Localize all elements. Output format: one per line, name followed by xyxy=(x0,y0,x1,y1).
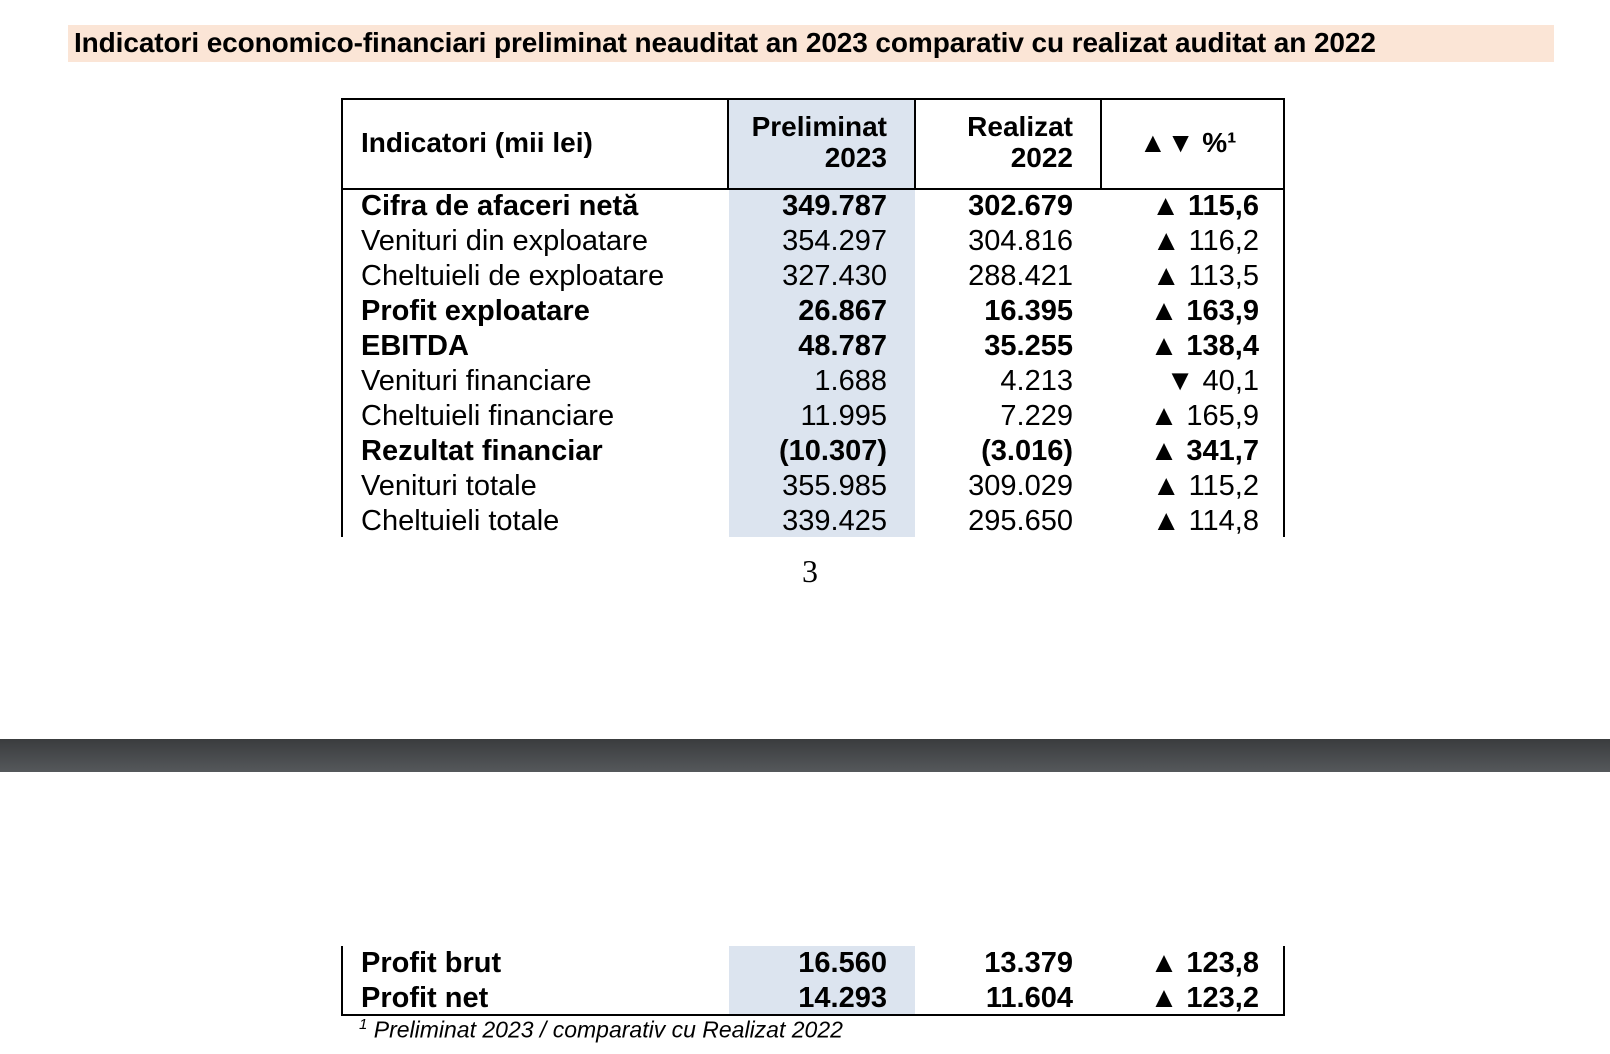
row-preliminat-2023: 26.867 xyxy=(798,295,887,327)
row-percent: ▲ 116,2 xyxy=(1151,225,1259,257)
row-percent: ▲ 165,9 xyxy=(1149,400,1259,432)
row-preliminat-2023: 349.787 xyxy=(782,190,887,222)
row-percent: ▼ 40,1 xyxy=(1165,365,1259,397)
table-row xyxy=(343,399,1283,434)
row-realizat-2022: 13.379 xyxy=(984,947,1073,979)
row-label: Venituri din exploatare xyxy=(361,225,648,257)
header-percent: ▲▼ %¹ xyxy=(1139,127,1237,158)
row-label: Cheltuieli de exploatare xyxy=(361,260,665,292)
row-label: Profit net xyxy=(361,982,489,1014)
row-realizat-2022: 295.650 xyxy=(968,505,1073,537)
row-preliminat-2023: 16.560 xyxy=(798,947,887,979)
table-row xyxy=(343,469,1283,504)
row-percent: ▲ 138,4 xyxy=(1149,330,1259,362)
row-label: EBITDA xyxy=(361,330,469,362)
header-realizat xyxy=(967,111,1073,173)
table-row xyxy=(343,189,1283,224)
row-preliminat-2023: 355.985 xyxy=(782,470,887,502)
page-number: 3 xyxy=(802,553,818,589)
row-realizat-2022: 302.679 xyxy=(968,190,1073,222)
row-preliminat-2023: 327.430 xyxy=(782,260,887,292)
row-preliminat-2023: 14.293 xyxy=(798,982,887,1014)
row-label: Profit exploatare xyxy=(361,295,590,327)
row-preliminat-2023: 354.297 xyxy=(782,225,887,257)
row-percent: ▲ 115,2 xyxy=(1151,470,1259,502)
indicators-table xyxy=(341,98,1285,537)
row-label: Rezultat financiar xyxy=(361,435,603,467)
row-realizat-2022: 304.816 xyxy=(968,225,1073,257)
row-realizat-2022: 35.255 xyxy=(984,330,1073,362)
table-row xyxy=(343,329,1283,364)
row-preliminat-2023: (10.307) xyxy=(778,435,887,467)
row-label: Cheltuieli financiare xyxy=(361,400,615,432)
row-realizat-2022: 288.421 xyxy=(968,260,1073,292)
row-label: Cifra de afaceri netă xyxy=(361,190,639,222)
row-percent: ▲ 114,8 xyxy=(1151,505,1259,537)
header-indicator: Indicatori (mii lei) xyxy=(361,127,593,158)
row-percent: ▲ 123,8 xyxy=(1149,947,1259,979)
header-divider xyxy=(727,100,729,190)
table-row xyxy=(343,294,1283,329)
row-realizat-2022: 309.029 xyxy=(968,470,1073,502)
footnote-marker: 1 xyxy=(359,1016,368,1033)
row-percent: ▲ 115,6 xyxy=(1151,190,1259,222)
row-label: Cheltuieli totale xyxy=(361,505,560,537)
row-realizat-2022: 4.213 xyxy=(1000,365,1073,397)
page-title: Indicatori economico-financiari preliminat neauditat an 2023 comparativ cu realizat auditat an 2022 xyxy=(74,27,1376,58)
row-label: Profit brut xyxy=(361,947,502,979)
table-row xyxy=(343,434,1283,469)
row-realizat-2022: 11.604 xyxy=(985,982,1073,1014)
table-row xyxy=(343,946,1283,981)
row-realizat-2022: 7.229 xyxy=(1000,400,1073,432)
page-break-bar xyxy=(0,739,1610,772)
table-row xyxy=(343,259,1283,294)
row-preliminat-2023: 11.995 xyxy=(800,400,887,432)
header-preliminat xyxy=(752,111,887,173)
row-percent: ▲ 341,7 xyxy=(1149,435,1259,467)
row-preliminat-2023: 339.425 xyxy=(782,505,887,537)
table-row xyxy=(343,364,1283,399)
header-divider xyxy=(914,100,916,190)
table-row xyxy=(343,504,1283,539)
indicators-table-continued xyxy=(341,946,1285,1016)
table-row xyxy=(343,224,1283,259)
header-realizat-line1: Realizat xyxy=(967,111,1073,142)
table-row xyxy=(343,981,1283,1016)
header-divider xyxy=(1100,100,1102,190)
row-realizat-2022: (3.016) xyxy=(981,435,1073,467)
row-label: Venituri financiare xyxy=(361,365,592,397)
row-label: Venituri totale xyxy=(361,470,537,502)
header-preliminat-line1: Preliminat xyxy=(751,111,887,142)
row-percent: ▲ 163,9 xyxy=(1149,295,1259,327)
header-preliminat-line2: 2023 xyxy=(824,142,887,173)
row-preliminat-2023: 48.787 xyxy=(798,330,887,362)
row-percent: ▲ 123,2 xyxy=(1149,982,1259,1014)
footnote-text: Preliminat 2023 / comparativ cu Realizat 2022 xyxy=(367,1016,843,1043)
row-percent: ▲ 113,5 xyxy=(1151,260,1259,292)
header-realizat-line2: 2022 xyxy=(1010,142,1073,173)
row-preliminat-2023: 1.688 xyxy=(814,365,887,397)
row-realizat-2022: 16.395 xyxy=(984,295,1073,327)
footnote xyxy=(359,1016,843,1044)
